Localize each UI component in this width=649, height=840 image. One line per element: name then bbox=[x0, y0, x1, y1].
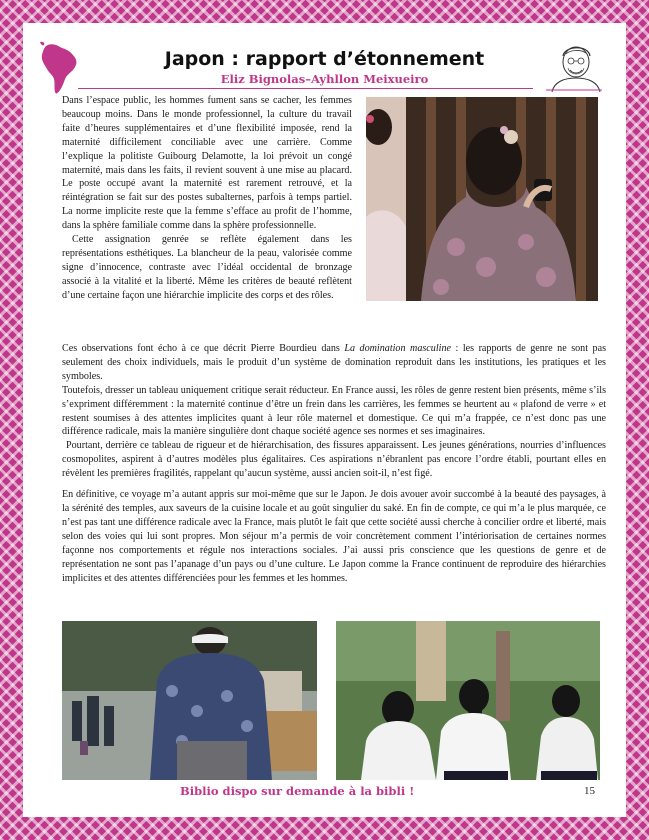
photo-man-in-kimono bbox=[62, 621, 317, 780]
paragraph-3-part-2: : les rapports de genre ne sont pas seulement des choix individuels, mais le produit d’un système de domination reproduit dans les institutions, les pratiques et les symboles. bbox=[62, 343, 606, 382]
footer-bibliography-note: Biblio dispo sur demande à la bibli ! bbox=[180, 784, 415, 798]
book-title-italic: La domination masculine bbox=[344, 343, 451, 354]
photo-kimono-women bbox=[366, 97, 598, 301]
left-column-text bbox=[62, 94, 352, 303]
photo-schoolgirls bbox=[336, 621, 600, 780]
full-width-text bbox=[62, 342, 606, 585]
header-divider bbox=[78, 88, 533, 89]
paragraph-6: En définitive, ce voyage m’a autant appris sur moi-même que sur le Japon. Je dois avouer avoir succombé à la beauté des paysages, à la sérénité des temples, aux saveurs de la cuisine locale et au goût singulier du saké. En fin de compte, ce qui m’a le plus marquée, ce n’est pas tant une différence radicale avec la France, mais plutôt le fait que cette société aussi cherche à concilier ordre et liberté, mais selon des voies qui lui sont propres. Mon séjour m’a permis de voir concrètement comment l’intériorisation de certaines normes façonne nos comportements et régule nos interactions sociales. J’ai aussi pris conscience que les questions de genre et de représentation ne sont pas l’apanage d’un pays ou d’une culture. Le Japon comme la France continuent de reproduire des hiérarchies implicites et des attentes différenciées pour les femmes et les hommes. bbox=[62, 489, 606, 584]
paragraph-3-part-1: Ces observations font écho à ce que décrit Pierre Bourdieu dans bbox=[62, 343, 345, 354]
page-number: 15 bbox=[584, 785, 595, 797]
article-author: Eliz Bignolas–Ayhllon Meixueiro bbox=[220, 72, 429, 86]
paragraph-2: Cette assignation genrée se reflète également dans les représentations esthétiques. La blancheur de la peau, valorisée comme signe d’innocence, contraste avec l’idéal occidental de bronzage associé à la vitalité et la liberté. Même les critères de beauté reflètent d’une certaine façon une hiérarchie implicite des corps et des rôles. bbox=[62, 234, 352, 301]
article-title: Japon : rapport d’étonnement bbox=[164, 48, 485, 70]
paragraph-4: Toutefois, dresser un tableau uniquement critique serait réducteur. En France aussi, les rôles de genre restent bien présents, même s’ils s’expriment différemment : la maternité continue d’être un frein dans les carrières, les femmes se heurtent au « plafond de verre » et restent soumises à des attentes implicites quant à leur rôle maternel et domestique. Ce qui m’a frappée, ce n’est donc pas une différence radicale, mais la manière singulière dont chaque société agence ses normes et ses imaginaires. bbox=[62, 384, 606, 438]
paragraph-1: Dans l’espace public, les hommes fument sans se cacher, les femmes beaucoup moins. Dans le monde professionnel, la culture du travail faite d’heures supplémentaires et d’une flexibilité imposée, rend la maternité difficilement conciliable avec une carrière. Comme l’explique la politiste Guibourg Delamotte, la loi prévoit un congé maternité, mais dans les faits, il revient souvent à une mise au placard. Le poste occupé avant la maternité est rarement retrouvé, et la réintégration se fait sur des postes subalternes, parfois à temps partiel. La norme implicite reste que la femme s’efface au profit de l’homme, dans la sphère familiale comme dans la sphère professionnelle. bbox=[62, 95, 352, 232]
paragraph-3 bbox=[62, 342, 606, 384]
paragraph-5: Pourtant, derrière ce tableau de rigueur et de hiérarchisation, des fissures apparaissent. Les jeunes générations, nourries d’influences cosmopolites, aspirent à d’autres modèles plus égalitaires. Ces aspirations n’ébranlent pas encore l’ordre établi, pourtant elles en révèlent les premières fragilités, rappelant qu’aucun système, aussi ancien soit-il, n’est figé. bbox=[62, 440, 606, 480]
